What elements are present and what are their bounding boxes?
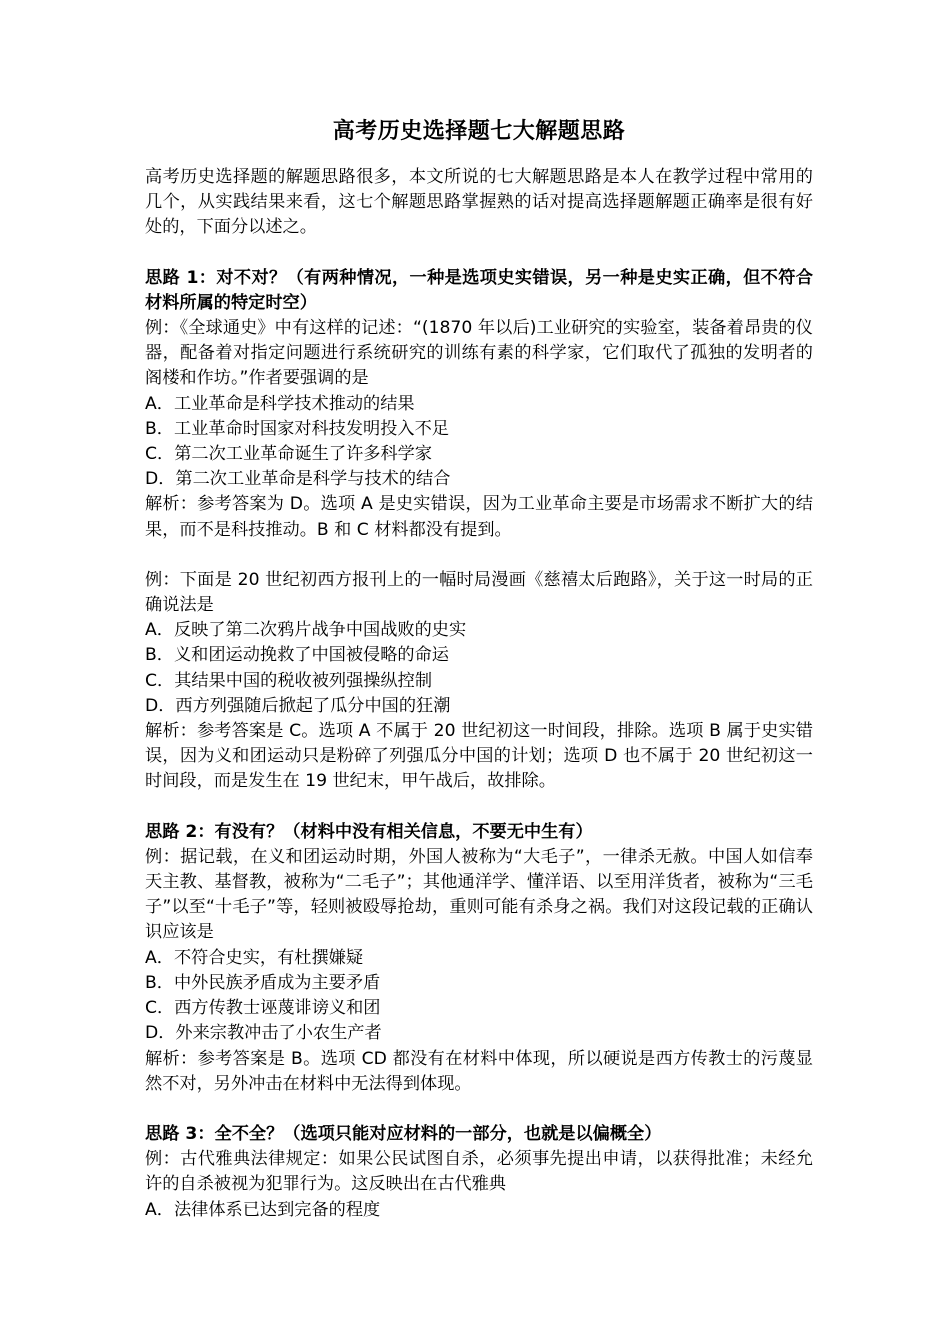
document-page [145, 112, 813, 1223]
option-a: A．反映了第二次鸦片战争中国战败的史实 [145, 620, 467, 641]
spacer [145, 241, 813, 266]
option-a: A．不符合史实，有杜撰嫌疑 [145, 947, 364, 968]
example-analysis: 解析：参考答案是 B。选项 CD 都没有在材料中体现，所以硬说是西方传教士的污蔑显然不对，另外冲击在材料中无法得到体现。 [145, 1048, 813, 1094]
section-heading: 思路 2：有没有？（材料中没有相关信息，不要无中生有） [145, 821, 593, 842]
option-b: B．中外民族矛盾成为主要矛盾 [145, 972, 381, 993]
intro-paragraph: 高考历史选择题的解题思路很多，本文所说的七大解题思路是本人在教学过程中常用的几个，从实践结果来看，这七个解题思路掌握熟的话对提高选择题解题正确率是很有好处的，下面分以述之。 [145, 167, 813, 238]
option-d: D．外来宗教冲击了小农生产者 [145, 1023, 382, 1044]
option-c: C．其结果中国的税收被列强操纵控制 [145, 670, 433, 691]
example-question: 例：下面是 20 世纪初西方报刊上的一幅时局漫画《慈禧太后跑路》，关于这一时局的正确说法是 [145, 569, 813, 616]
option-c: C．西方传教士诬蔑诽谤义和团 [145, 998, 381, 1019]
example-question: 例：古代雅典法律规定：如果公民试图自杀，必须事先提出申请，以获得批准；未经允许的自杀被视为犯罪行为。这反映出在古代雅典 [145, 1149, 813, 1195]
example-analysis: 解析：参考答案是 C。选项 A 不属于 20 世纪初这一时间段，排除。选项 B 属于史实错误，因为义和团运动只是粉碎了列强瓜分中国的计划；选项 D 也不属于 20 世纪初这一时间段，而是发生在 19 世纪末，甲午战后，故排除。 [145, 721, 813, 792]
option-d: D．第二次工业革命是科学与技术的结合 [145, 469, 451, 490]
option-a: A．法律体系已达到完备的程度 [145, 1199, 381, 1220]
example-analysis: 解析：参考答案为 D。选项 A 是史实错误，因为工业革命主要是市场需求不断扩大的结果，而不是科技推动。B 和 C 材料都没有提到。 [145, 494, 813, 540]
example-question: 例：据记载，在义和团运动时期，外国人被称为“大毛子”，一律杀无赦。中国人如信奉天主教、基督教，被称为“二毛子”；其他通洋学、懂洋语、以至用洋货者，被称为“三毛子”以至“十毛子”等，轻则被殴辱抢劫，重则可能有杀身之祸。我们对这段记载的正确认识应该是 [145, 846, 813, 943]
section-heading: 思路 1：对不对？（有两种情况，一种是选项史实错误，另一种是史实正确，但不符合材料所属的特定时空） [145, 267, 813, 313]
spacer [145, 543, 813, 568]
example-question: 例：《全球通史》中有这样的记述：“(1870 年以后)工业研究的实验室，装备着昂贵的仪器，配备着对指定问题进行系统研究的训练有素的科学家，它们取代了孤独的发明者的阁楼和作坊。”作者要强调的是 [145, 318, 813, 389]
option-b: B．工业革命时国家对科技发明投入不足 [145, 418, 449, 439]
option-b: B．义和团运动挽救了中国被侵略的命运 [145, 645, 449, 666]
option-c: C．第二次工业革命诞生了许多科学家 [145, 444, 433, 465]
section-heading: 思路 3：全不全？（选项只能对应材料的一部分，也就是以偏概全） [145, 1123, 662, 1144]
spacer [145, 1097, 813, 1122]
spacer [145, 795, 813, 820]
document-title: 高考历史选择题七大解题思路 [332, 119, 626, 144]
option-a: A．工业革命是科学技术推动的结果 [145, 393, 415, 414]
option-d: D．西方列强随后掀起了瓜分中国的狂潮 [145, 695, 451, 716]
